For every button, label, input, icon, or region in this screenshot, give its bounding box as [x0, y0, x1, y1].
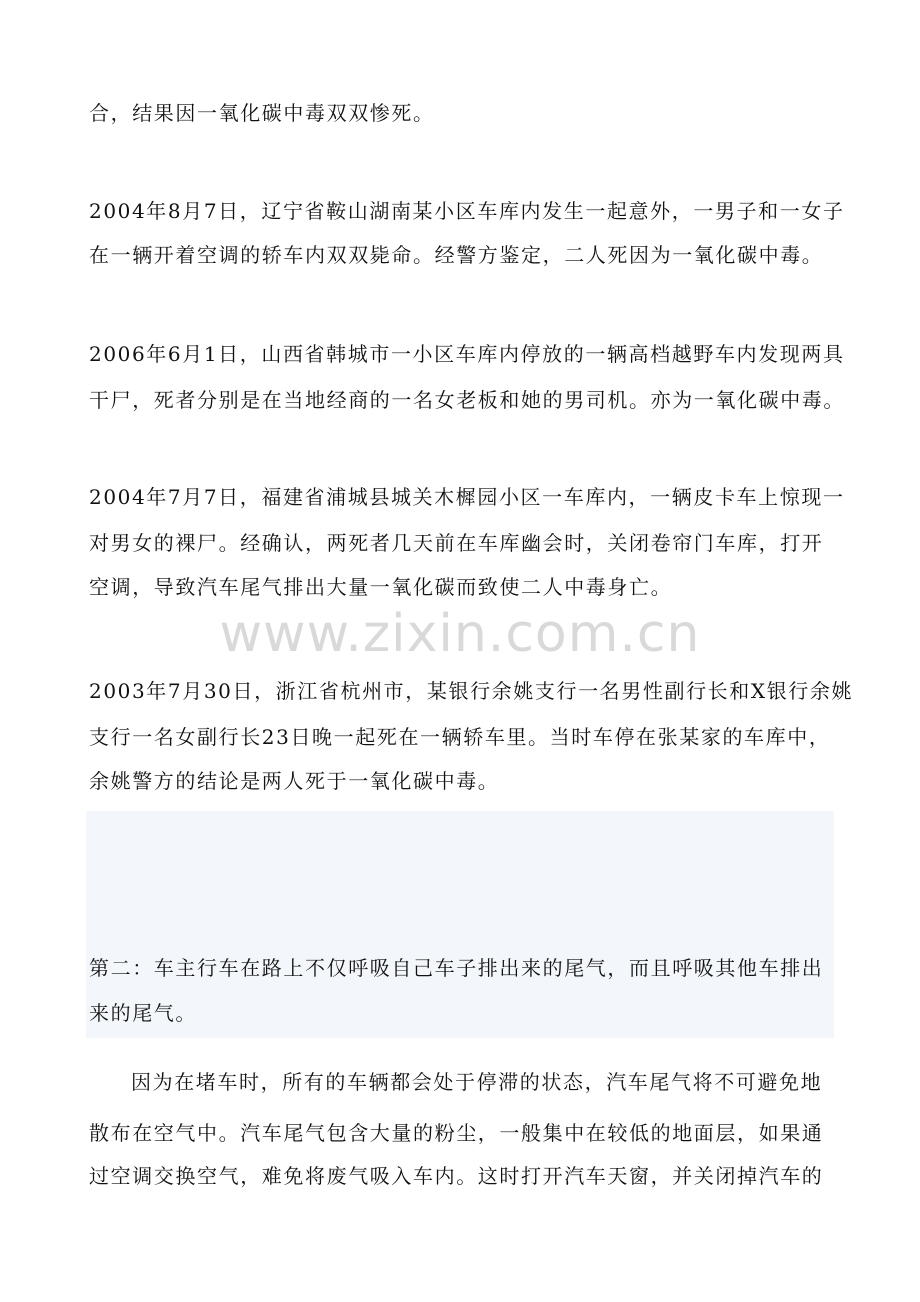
paragraph-line: 对男女的裸尸。经确认，两死者几天前在车库幽会时，关闭卷帘门车库，打开 [89, 531, 824, 555]
paragraph-line: 干尸，死者分别是在当地经商的一名女老板和她的男司机。亦为一氧化碳中毒。 [89, 388, 845, 412]
paragraph-line: 在一辆开着空调的轿车内双双毙命。经警方鉴定，二人死因为一氧化碳中毒。 [89, 243, 824, 267]
paragraph-line: 合，结果因一氧化碳中毒双双惨死。 [89, 101, 435, 125]
section-heading-line: 第二：车主行车在路上不仅呼吸自己车子排出来的尾气，而且呼吸其他车排出 [89, 956, 824, 980]
paragraph-line: 因为在堵车时，所有的车辆都会处于停滞的状态，汽车尾气将不可避免地 [131, 1070, 823, 1094]
highlighted-section-background [86, 811, 834, 1038]
paragraph-line: 支行一名女副行长23日晚一起死在一辆轿车里。当时车停在张某家的车库中， [89, 725, 831, 749]
paragraph-line: 空调，导致汽车尾气排出大量一氧化碳而致使二人中毒身亡。 [89, 575, 673, 599]
paragraph-line: 2004年8月7日，辽宁省鞍山湖南某小区车库内发生一起意外，一男子和一女子 [89, 199, 845, 223]
section-heading-line: 来的尾气。 [89, 1001, 197, 1025]
paragraph-line: 2003年7月30日，浙江省杭州市，某银行余姚支行一名男性副行长和X银行余姚 [89, 679, 854, 703]
paragraph-line: 过空调交换空气，难免将废气吸入车内。这时打开汽车天窗，并关闭掉汽车的 [89, 1164, 824, 1188]
paragraph-line: 余姚警方的结论是两人死于一氧化碳中毒。 [89, 769, 500, 793]
watermark: www.zixin.com.cn [219, 604, 701, 664]
paragraph-line: 2004年7月7日，福建省浦城县城关木樨园小区一车库内，一辆皮卡车上惊现一 [89, 485, 845, 509]
paragraph-line: 2006年6月1日，山西省韩城市一小区车库内停放的一辆高档越野车内发现两具 [89, 342, 845, 366]
paragraph-line: 散布在空气中。汽车尾气包含大量的粉尘，一般集中在较低的地面层，如果通 [89, 1121, 824, 1145]
